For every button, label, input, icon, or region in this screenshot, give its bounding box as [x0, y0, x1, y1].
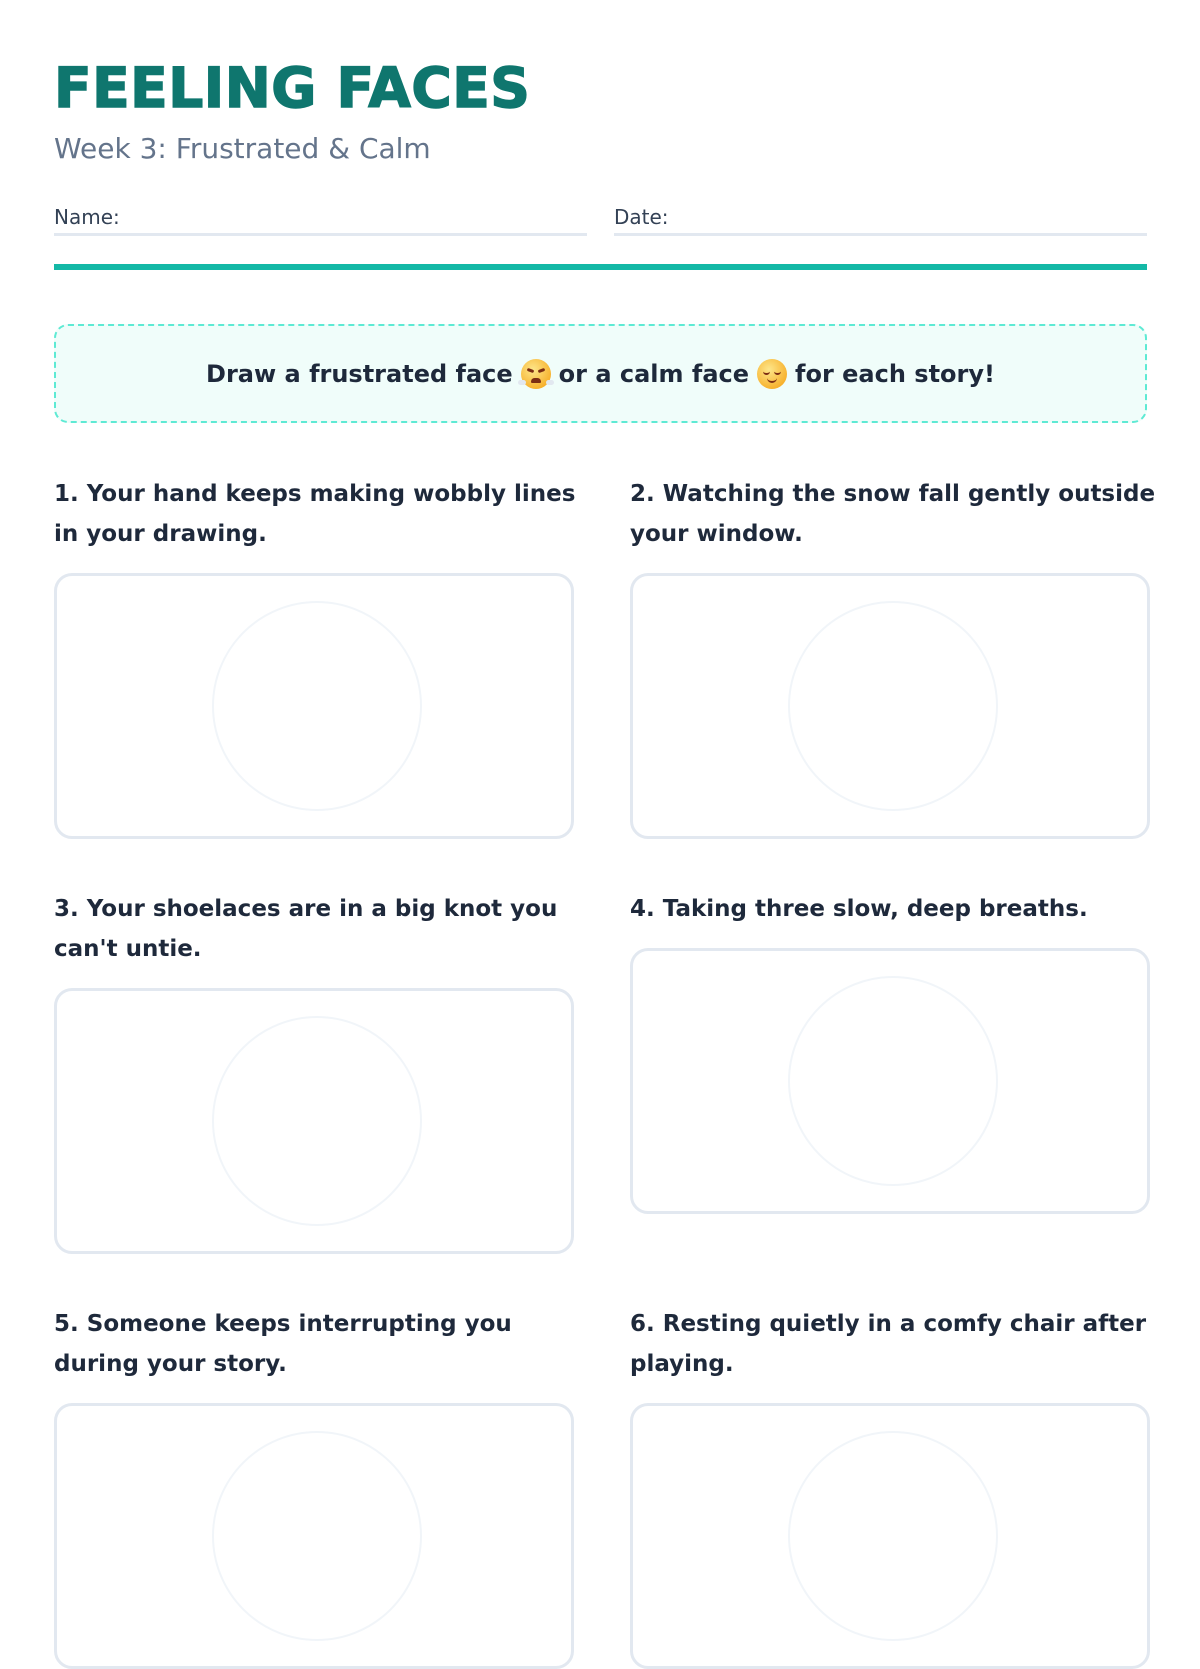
instruction-text-middle: or a calm face	[558, 359, 750, 388]
drawing-box[interactable]	[54, 988, 574, 1254]
calm-face-icon	[757, 359, 787, 389]
story-prompt: 2. Watching the snow fall gently outside your window.	[630, 481, 1156, 547]
instruction-banner	[54, 324, 1147, 423]
story-prompt: 3. Your shoelaces are in a big knot you can't untie.	[54, 896, 558, 962]
header-divider	[54, 264, 1147, 270]
story-prompt: 4. Taking three slow, deep breaths.	[630, 896, 1088, 922]
story-prompt: 5. Someone keeps interrupting you during your story.	[54, 1311, 512, 1377]
name-field[interactable]	[54, 200, 587, 236]
face-outline-guide	[788, 601, 998, 811]
face-outline-guide	[212, 1431, 422, 1641]
drawing-box[interactable]	[630, 573, 1150, 839]
drawing-box[interactable]	[54, 573, 574, 839]
face-outline-guide	[788, 1431, 998, 1641]
page-subtitle: Week 3: Frustrated & Calm	[54, 132, 431, 165]
name-label: Name:	[54, 205, 120, 229]
story-prompt: 1. Your hand keeps making wobbly lines in your drawing.	[54, 481, 576, 547]
story-prompt: 6. Resting quietly in a comfy chair after playing.	[630, 1311, 1147, 1377]
instruction-text-end: for each story!	[795, 359, 995, 388]
page-title: FEELING FACES	[54, 56, 531, 120]
drawing-box[interactable]	[54, 1403, 574, 1669]
date-label: Date:	[614, 205, 669, 229]
face-outline-guide	[788, 976, 998, 1186]
drawing-box[interactable]	[630, 948, 1150, 1214]
face-outline-guide	[212, 601, 422, 811]
face-outline-guide	[212, 1016, 422, 1226]
drawing-box[interactable]	[630, 1403, 1150, 1669]
instruction-text-start: Draw a frustrated face	[206, 359, 513, 388]
date-field[interactable]	[614, 200, 1147, 236]
frustrated-face-icon	[521, 359, 551, 389]
